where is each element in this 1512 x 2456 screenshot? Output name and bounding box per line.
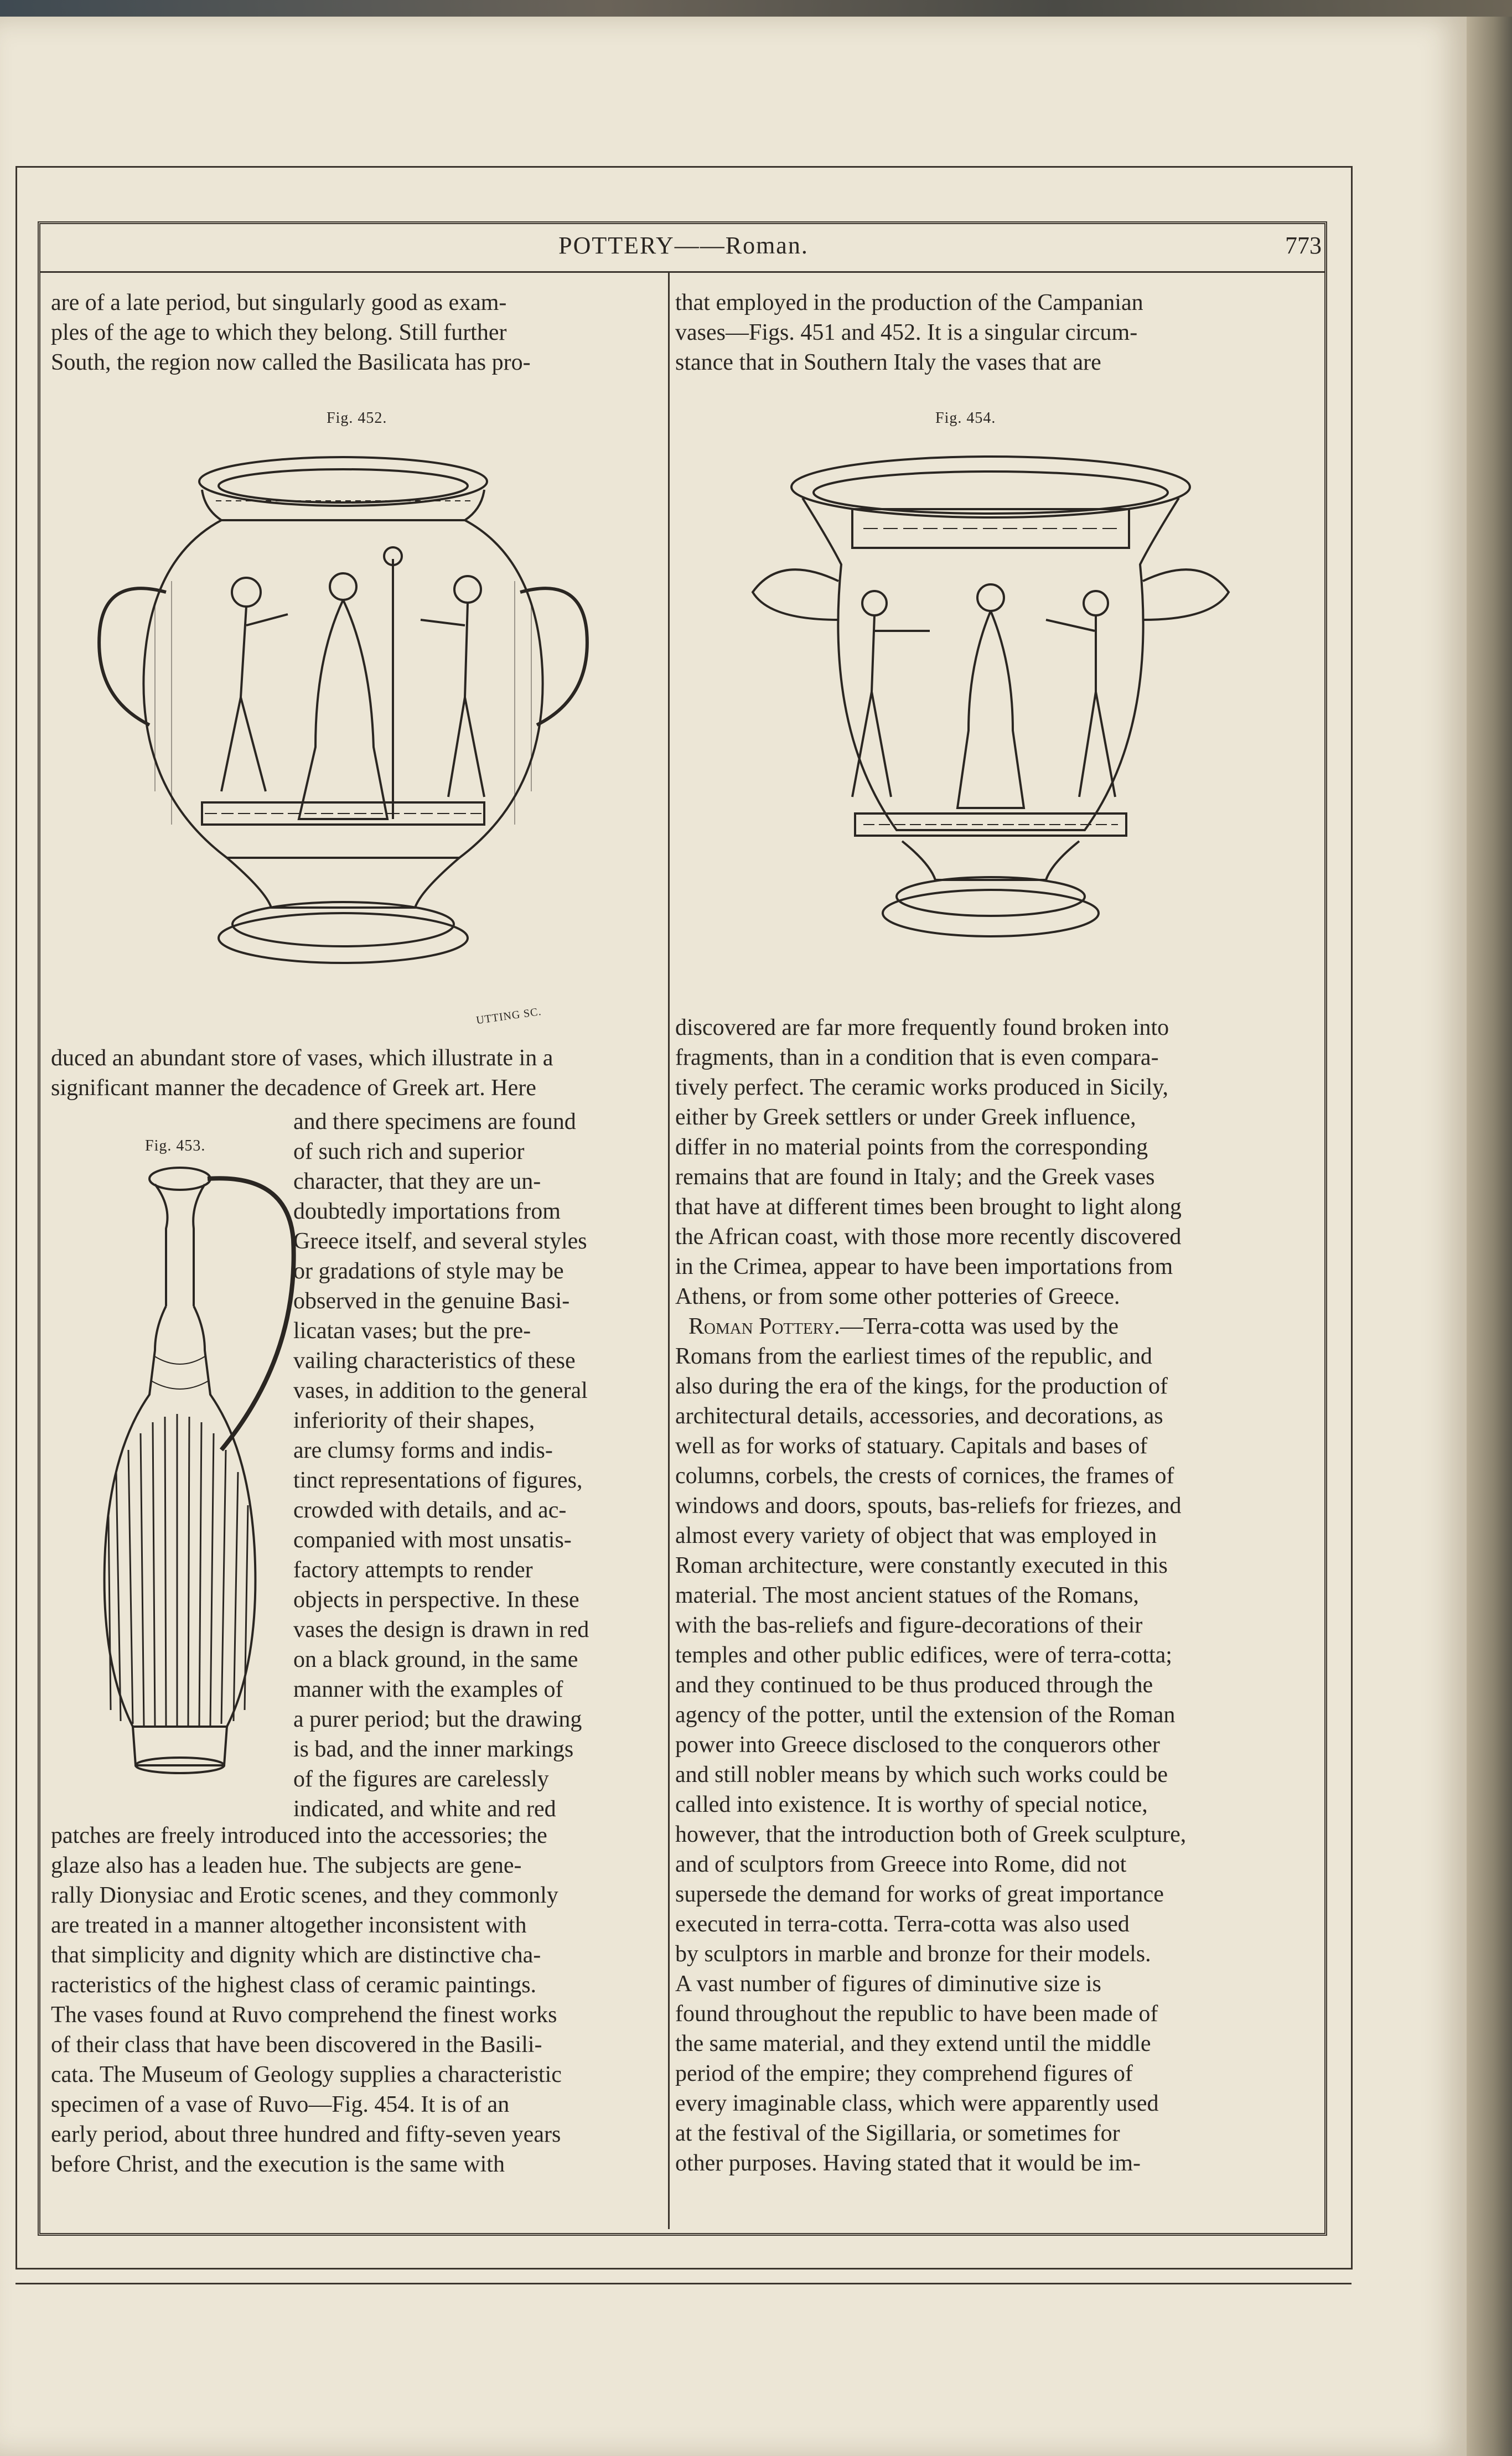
text-line: of such rich and superior	[293, 1139, 525, 1164]
text-line: differ in no material points from the corresponding	[675, 1134, 1148, 1160]
text-line: vailing characteristics of these	[293, 1348, 576, 1374]
text-line: Athens, or from some other potteries of Greece.	[675, 1284, 1120, 1309]
text-line: of the figures are carelessly	[293, 1766, 549, 1792]
text-line: vases the design is drawn in red	[293, 1617, 589, 1642]
text-line: and of sculptors from Greece into Rome, did not	[675, 1852, 1127, 1877]
column-divider	[668, 273, 670, 2229]
header-rule	[40, 271, 1325, 273]
fig-452-vase-illustration	[83, 437, 609, 1035]
left-column-narrow	[293, 1107, 653, 1824]
text-line: of their class that have been discovered in the Basili-	[51, 2032, 542, 2058]
text-line: that employed in the production of the Campanian	[675, 290, 1143, 315]
text-line: observed in the genuine Basi-	[293, 1288, 570, 1314]
text-line: manner with the examples of	[293, 1677, 563, 1702]
text-line: significant manner the decadence of Greek art. Here	[51, 1075, 536, 1101]
running-title: POTTERY——Roman.	[558, 232, 809, 259]
text-line: almost every variety of object that was employed in	[675, 1523, 1157, 1548]
fig-453-caption: Fig. 453.	[145, 1137, 206, 1154]
text-line: glaze also has a leaden hue. The subjects are gene-	[51, 1853, 522, 1878]
text-line: is bad, and the inner markings	[293, 1737, 574, 1762]
section-first-line	[675, 1312, 1273, 1341]
text-line: cata. The Museum of Geology supplies a characteristic	[51, 2062, 562, 2087]
text-line: Roman architecture, were constantly executed in this	[675, 1553, 1168, 1578]
engraver-signature: UTTING SC.	[475, 1005, 542, 1027]
text-line: stance that in Southern Italy the vases that are	[675, 350, 1101, 375]
text-line: remains that are found in Italy; and the Greek vases	[675, 1164, 1155, 1190]
text-line: South, the region now called the Basilicata has pro-	[51, 350, 531, 375]
text-line: duced an abundant store of vases, which illustrate in a	[51, 1045, 553, 1071]
left-column-mid	[51, 1043, 651, 1103]
text-line: found throughout the republic to have been made of	[675, 2001, 1158, 2027]
text-line: or gradations of style may be	[293, 1258, 564, 1284]
fig-453-jug-illustration	[89, 1162, 310, 1787]
text-line: factory attempts to render	[293, 1557, 533, 1583]
text-line: early period, about three hundred and fifty-seven years	[51, 2122, 561, 2147]
text-line: either by Greek settlers or under Greek influence,	[675, 1105, 1136, 1130]
text-line: A vast number of figures of diminutive size is	[675, 1971, 1101, 1997]
running-head	[39, 227, 1328, 271]
bottom-rule	[15, 2283, 1352, 2284]
text-line: in the Crimea, appear to have been importations from	[675, 1254, 1173, 1279]
text-line: doubtedly importations from	[293, 1199, 561, 1224]
text-line: with the bas-reliefs and figure-decorations of their	[675, 1613, 1143, 1638]
page-number: 773	[1285, 232, 1322, 259]
text-line: and they continued to be thus produced through the	[675, 1672, 1153, 1698]
text-line: tinct representations of figures,	[293, 1468, 583, 1493]
text-line: inferiority of their shapes,	[293, 1408, 535, 1433]
text-line: period of the empire; they comprehend figures of	[675, 2061, 1133, 2086]
text-line: power into Greece disclosed to the conquerors other	[675, 1732, 1160, 1758]
text-line: —Terra-cotta was used by the	[840, 1314, 1119, 1339]
fig-454-krater-illustration	[719, 454, 1251, 980]
text-line: racteristics of the highest class of ceramic paintings.	[51, 1972, 537, 1998]
text-line: companied with most unsatis-	[293, 1527, 572, 1553]
text-line: well as for works of statuary. Capitals and bases of	[675, 1433, 1148, 1459]
text-line: indicated, and white and red	[293, 1796, 556, 1822]
text-line: at the festival of the Sigillaria, or sometimes for	[675, 2121, 1120, 2146]
text-line: objects in perspective. In these	[293, 1587, 579, 1613]
left-column-bottom	[51, 1821, 651, 2179]
text-line: Greece itself, and several styles	[293, 1229, 587, 1254]
text-line: every imaginable class, which were apparently used	[675, 2091, 1159, 2116]
text-line: and there specimens are found	[293, 1109, 576, 1134]
text-line: discovered are far more frequently found broken into	[675, 1015, 1169, 1040]
text-line: also during the era of the kings, for the production of	[675, 1374, 1168, 1399]
text-line: character, that they are un-	[293, 1169, 541, 1194]
fig-454-caption: Fig. 454.	[935, 410, 996, 427]
text-line: vases—Figs. 451 and 452. It is a singular circum-	[675, 320, 1138, 345]
text-line: a purer period; but the drawing	[293, 1707, 582, 1732]
text-line: however, that the introduction both of Greek sculpture,	[675, 1822, 1187, 1847]
section-heading: Roman Pottery.	[688, 1314, 840, 1339]
text-line: agency of the potter, until the extension of the Roman	[675, 1702, 1176, 1728]
fig-452-caption: Fig. 452.	[327, 410, 387, 427]
text-line: patches are freely introduced into the accessories; the	[51, 1823, 547, 1848]
text-line: the African coast, with those more recently discovered	[675, 1224, 1182, 1250]
text-line: columns, corbels, the crests of cornices, the frames of	[675, 1463, 1174, 1489]
text-line: on a black ground, in the same	[293, 1647, 578, 1672]
text-line: fragments, than in a condition that is even compara-	[675, 1045, 1159, 1070]
text-line: called into existence. It is worthy of special notice,	[675, 1792, 1148, 1817]
text-line: the same material, and they extend until the middle	[675, 2031, 1151, 2056]
text-line: are of a late period, but singularly good as exam-	[51, 290, 507, 315]
text-line: are clumsy forms and indis-	[293, 1438, 553, 1463]
text-line: other purposes. Having stated that it would be im-	[675, 2151, 1141, 2176]
text-line: Romans from the earliest times of the republic, and	[675, 1344, 1152, 1369]
text-line: are treated in a manner altogether inconsistent with	[51, 1913, 527, 1938]
text-line: temples and other public edifices, were of terra-cotta;	[675, 1642, 1172, 1668]
text-line: tively perfect. The ceramic works produced in Sicily,	[675, 1075, 1169, 1100]
text-line: by sculptors in marble and bronze for their models.	[675, 1941, 1151, 1967]
left-column-top	[51, 288, 651, 377]
text-line: rally Dionysiac and Erotic scenes, and they commonly	[51, 1883, 558, 1908]
text-line: crowded with details, and ac-	[293, 1498, 567, 1523]
text-line: ples of the age to which they belong. Still further	[51, 320, 507, 345]
right-column-lower	[675, 1013, 1273, 2178]
text-line: before Christ, and the execution is the same with	[51, 2152, 505, 2177]
text-line: architectural details, accessories, and decorations, as	[675, 1403, 1163, 1429]
text-line: and still nobler means by which such works could be	[675, 1762, 1168, 1787]
page-stack-edge	[1467, 17, 1512, 2456]
text-line: vases, in addition to the general	[293, 1378, 588, 1403]
text-line: specimen of a vase of Ruvo—Fig. 454. It is of an	[51, 2092, 510, 2117]
text-line: material. The most ancient statues of the Romans,	[675, 1583, 1139, 1608]
text-line: that have at different times been brought to light along	[675, 1194, 1182, 1220]
text-line: windows and doors, spouts, bas-reliefs for friezes, and	[675, 1493, 1182, 1519]
text-line: executed in terra-cotta. Terra-cotta was also used	[675, 1911, 1130, 1937]
right-column-top	[675, 288, 1273, 377]
text-line: The vases found at Ruvo comprehend the finest works	[51, 2002, 557, 2028]
text-line: licatan vases; but the pre-	[293, 1318, 531, 1344]
text-line: that simplicity and dignity which are distinctive cha-	[51, 1942, 541, 1968]
text-line: supersede the demand for works of great importance	[675, 1882, 1164, 1907]
